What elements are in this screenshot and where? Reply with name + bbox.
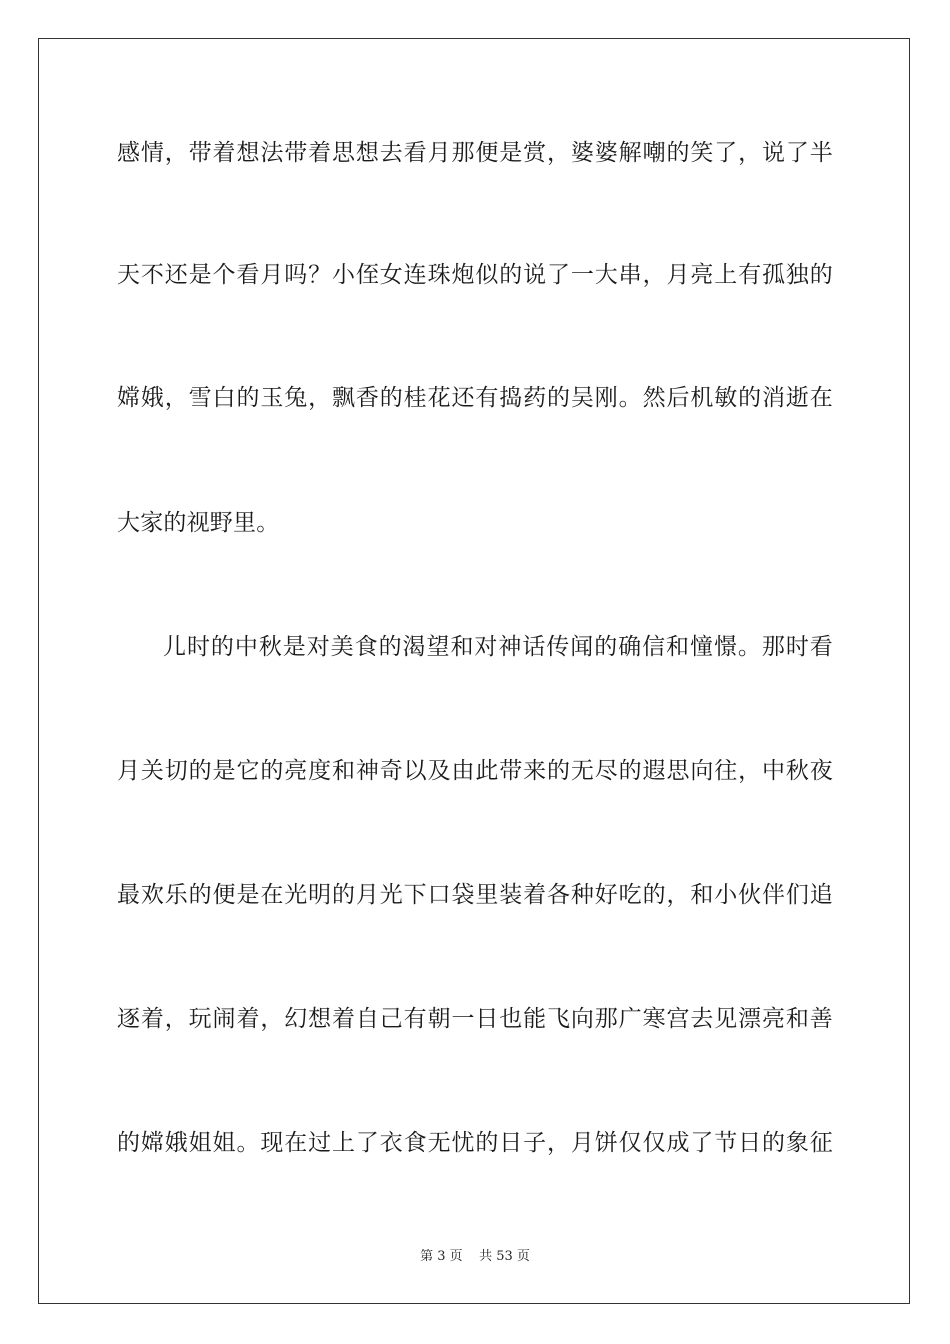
page-number-footer: 第 3 页 共 53 页 <box>420 1249 530 1264</box>
body-text-line-5: 儿时的中秋是对美食的渴望和对神话传闻的确信和憧憬。那时看 <box>163 634 833 660</box>
body-text-line-4: 大家的视野里。 <box>117 510 280 536</box>
body-text-line-1: 感情，带着想法带着思想去看月那便是赏，婆婆解嘲的笑了，说了半 <box>117 140 833 166</box>
body-text-line-9: 的嫦娥姐姐。现在过上了衣食无忧的日子，月饼仅仅成了节日的象征 <box>117 1130 833 1156</box>
body-text-line-2: 天不还是个看月吗？小侄女连珠炮似的说了一大串，月亮上有孤独的 <box>117 262 833 288</box>
body-text-line-3: 嫦娥，雪白的玉兔，飘香的桂花还有捣药的吴刚。然后机敏的消逝在 <box>117 385 833 411</box>
body-text-line-8: 逐着，玩闹着，幻想着自己有朝一日也能飞向那广寒宫去见漂亮和善 <box>117 1006 833 1032</box>
body-text-line-7: 最欢乐的便是在光明的月光下口袋里装着各种好吃的，和小伙伴们追 <box>117 882 833 908</box>
page-border <box>38 38 910 1304</box>
body-text-line-6: 月关切的是它的亮度和神奇以及由此带来的无尽的遐思向往，中秋夜 <box>117 758 833 784</box>
